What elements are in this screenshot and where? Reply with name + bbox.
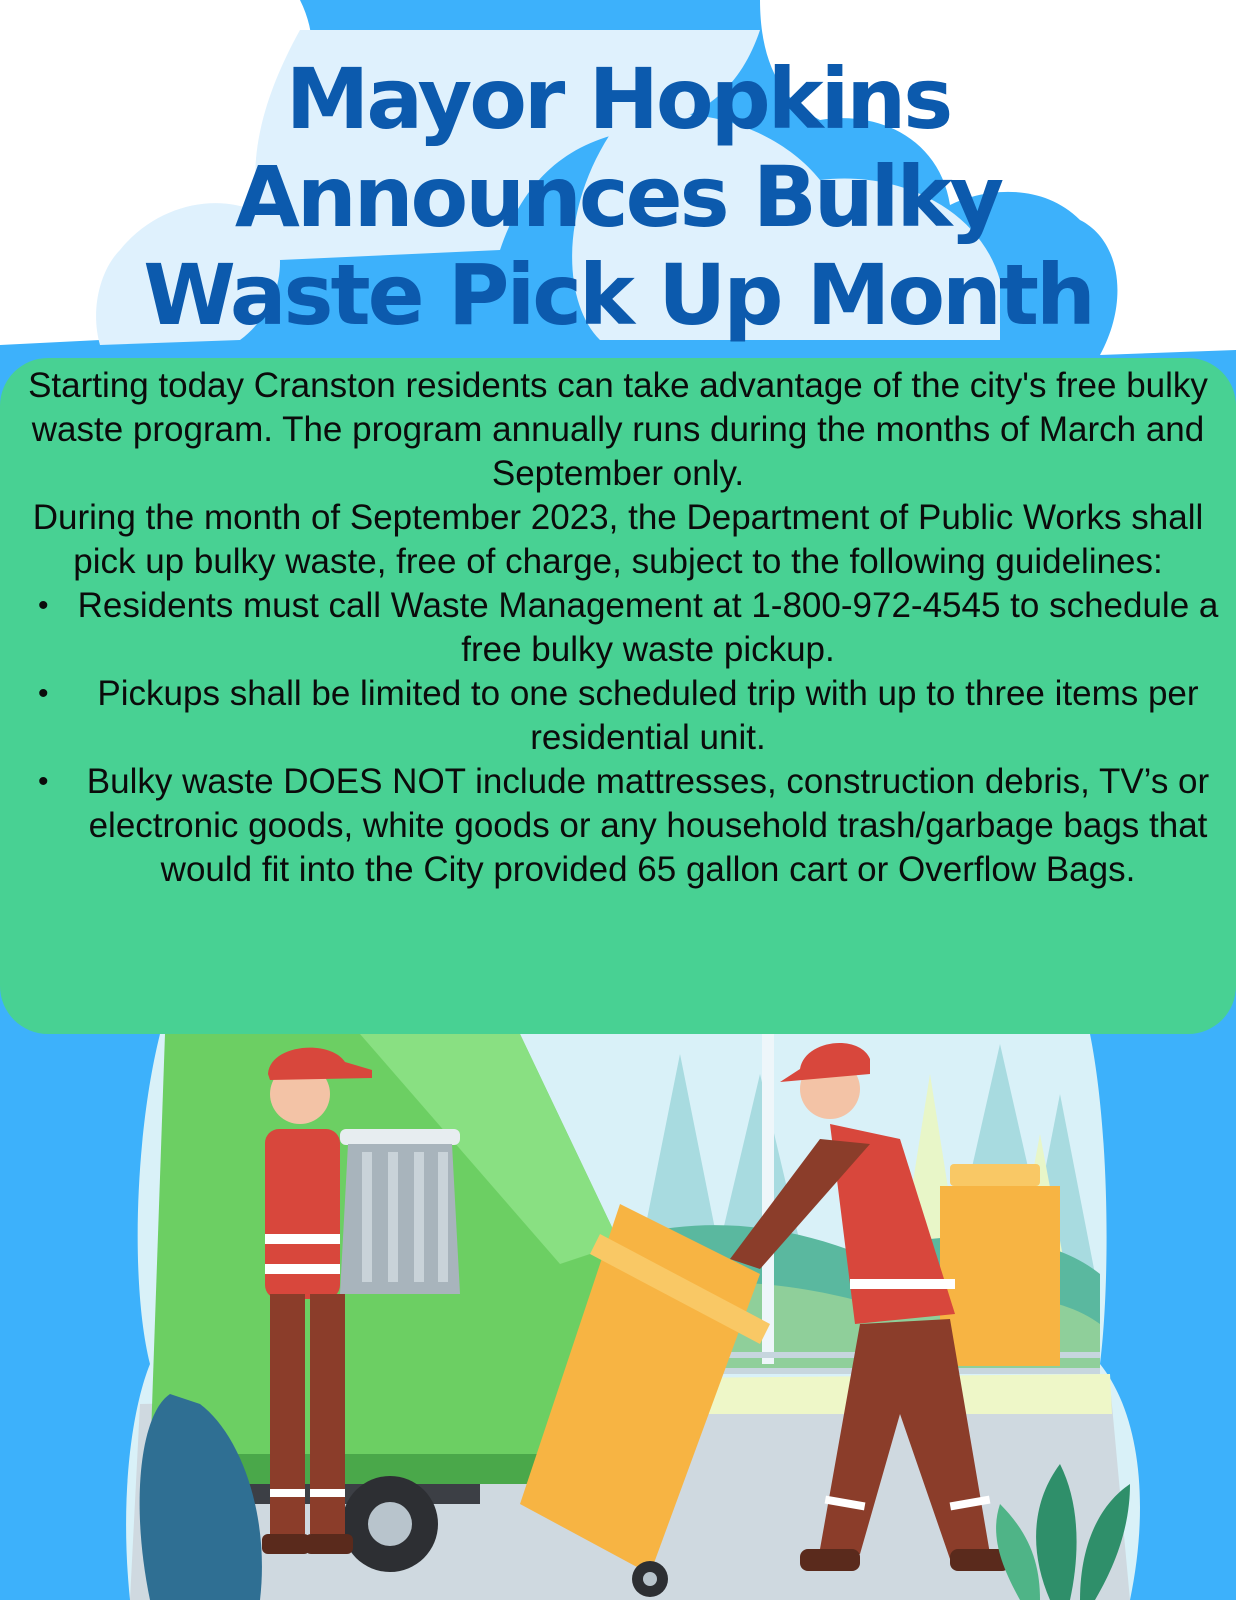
bullet-icon: • bbox=[38, 677, 49, 710]
info-card bbox=[0, 358, 1236, 1034]
guidelines-intro: During the month of September 2023, the Department of Public Works shall pick up bulky waste, free of charge, subject to the following guidelines: bbox=[32, 498, 1204, 581]
guideline-text: Bulky waste DOES NOT include mattresses, construction debris, TV’s or electronic goods, white goods or any household trash/garbage bags that would fit into the City provided 65 gallon cart or Overflow Bags. bbox=[86, 762, 1210, 889]
title-line-2: Announces Bulky bbox=[234, 148, 1002, 246]
bullet-icon: • bbox=[38, 589, 49, 622]
metal-bin bbox=[340, 1129, 460, 1294]
guideline-item bbox=[8, 760, 1228, 892]
title-line-3: Waste Pick Up Month bbox=[143, 246, 1093, 344]
guideline-text: Residents must call Waste Management at 1-800-972-4545 to schedule a free bulky waste pickup. bbox=[77, 586, 1219, 669]
guideline-item bbox=[8, 584, 1228, 672]
bullet-icon: • bbox=[38, 765, 49, 798]
intro-paragraph: Starting today Cranston residents can take advantage of the city's free bulky waste program. The program annually runs during the months of March and September only. bbox=[28, 366, 1208, 493]
title-line-1: Mayor Hopkins bbox=[285, 50, 951, 148]
guideline-text: Pickups shall be limited to one scheduled trip with up to three items per residential unit. bbox=[97, 674, 1199, 757]
waste-collection-illustration bbox=[0, 1034, 1236, 1600]
yellow-bin-back bbox=[940, 1164, 1060, 1366]
page-title bbox=[0, 50, 1236, 344]
guideline-item bbox=[8, 672, 1228, 760]
lamp-post bbox=[762, 1034, 774, 1364]
guidelines-list bbox=[8, 584, 1228, 892]
